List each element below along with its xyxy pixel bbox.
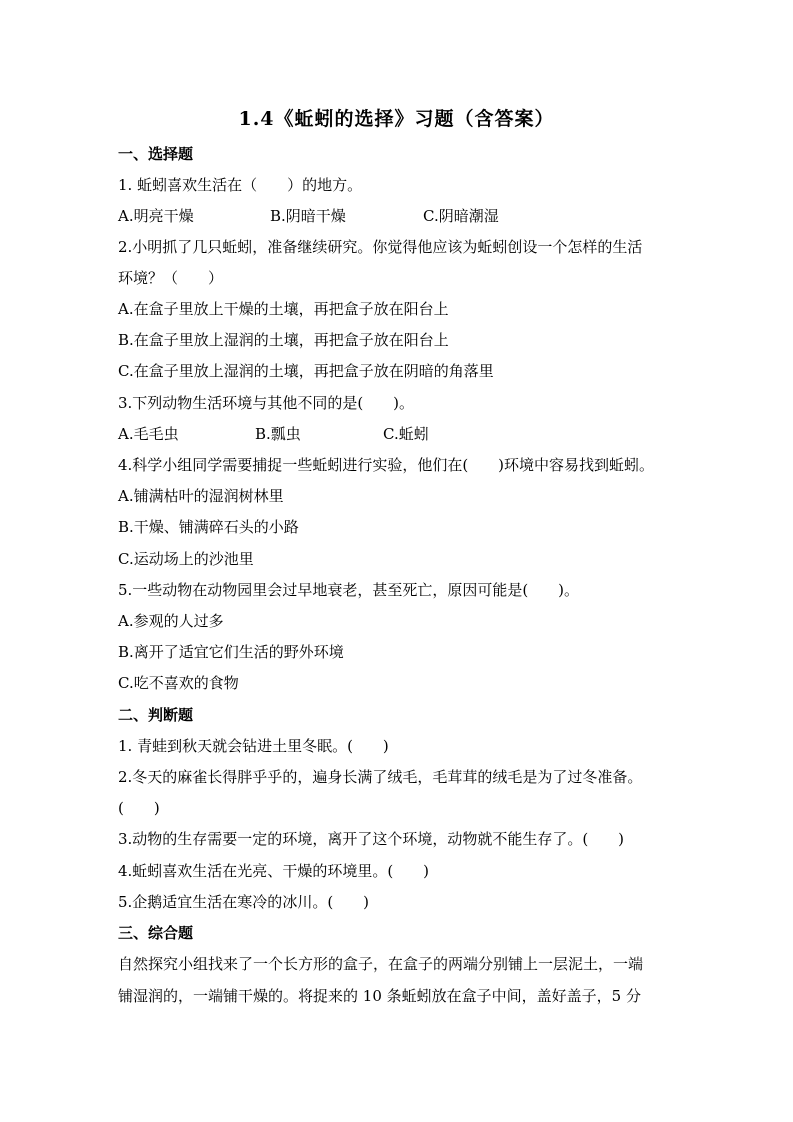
judgment-item-3: 3.动物的生存需要一定的环境，离开了这个环境，动物就不能生存了。( ) <box>118 830 625 848</box>
section-heading-choice: 一、选择题 <box>118 145 194 163</box>
question-5-option-a: A.参观的人过多 <box>118 612 224 630</box>
question-1: 1. 蚯蚓喜欢生活在（ ）的地方。 <box>118 176 363 194</box>
judgment-item-4: 4.蚯蚓喜欢生活在光亮、干燥的环境里。( ) <box>118 862 430 880</box>
question-2-option-a: A.在盒子里放上干燥的土壤，再把盒子放在阳台上 <box>118 300 449 318</box>
question-1-options <box>118 206 688 226</box>
option-c: C.阴暗潮湿 <box>423 207 499 225</box>
question-5-option-b: B.离开了适宜它们生活的野外环境 <box>118 643 344 661</box>
question-5: 5.一些动物在动物园里会过早地衰老，甚至死亡，原因可能是( )。 <box>118 581 580 599</box>
judgment-item-2: 2.冬天的麻雀长得胖乎乎的，遍身长满了绒毛，毛茸茸的绒毛是为了过冬准备。 <box>118 768 643 786</box>
judgment-item-2-blank: ( ) <box>118 799 160 817</box>
question-2-option-b: B.在盒子里放上湿润的土壤，再把盒子放在阳台上 <box>118 331 449 349</box>
question-4-option-a: A.铺满枯叶的湿润树林里 <box>118 487 284 505</box>
question-4-option-c: C.运动场上的沙池里 <box>118 550 254 568</box>
option-c: C.蚯蚓 <box>383 425 429 443</box>
question-5-option-c: C.吃不喜欢的食物 <box>118 674 239 692</box>
question-4-option-b: B.干燥、铺满碎石头的小路 <box>118 518 299 536</box>
question-2-line-1: 2.小明抓了几只蚯蚓，准备继续研究。你觉得他应该为蚯蚓创设一个怎样的生活 <box>118 238 643 256</box>
judgment-item-1: 1. 青蛙到秋天就会钻进土里冬眠。( ) <box>118 737 389 755</box>
comprehensive-text-line-1: 自然探究小组找来了一个长方形的盒子，在盒子的两端分别铺上一层泥土，一端 <box>118 955 644 973</box>
question-3: 3.下列动物生活环境与其他不同的是( )。 <box>118 394 415 412</box>
judgment-item-5: 5.企鹅适宜生活在寒冷的冰川。( ) <box>118 893 370 911</box>
comprehensive-text-line-2: 铺湿润的，一端铺干燥的。将捉来的 10 条蚯蚓放在盒子中间，盖好盖子，5 分 <box>118 987 641 1005</box>
section-heading-comprehensive: 三、综合题 <box>118 924 194 942</box>
option-a: A.毛毛虫 <box>118 425 179 443</box>
question-2-line-2: 环境？（ ） <box>118 269 224 287</box>
page-title: 1.4《蚯蚓的选择》习题（含答案） <box>238 108 555 130</box>
option-b: B.阴暗干燥 <box>270 207 346 225</box>
option-b: B.瓢虫 <box>255 425 301 443</box>
question-2-option-c: C.在盒子里放上湿润的土壤，再把盒子放在阴暗的角落里 <box>118 362 494 380</box>
question-3-options <box>118 424 688 444</box>
question-4: 4.科学小组同学需要捕捉一些蚯蚓进行实验，他们在( )环境中容易找到蚯蚓。 <box>118 456 655 474</box>
section-heading-judgment: 二、判断题 <box>118 706 194 724</box>
option-a: A.明亮干燥 <box>118 207 194 225</box>
